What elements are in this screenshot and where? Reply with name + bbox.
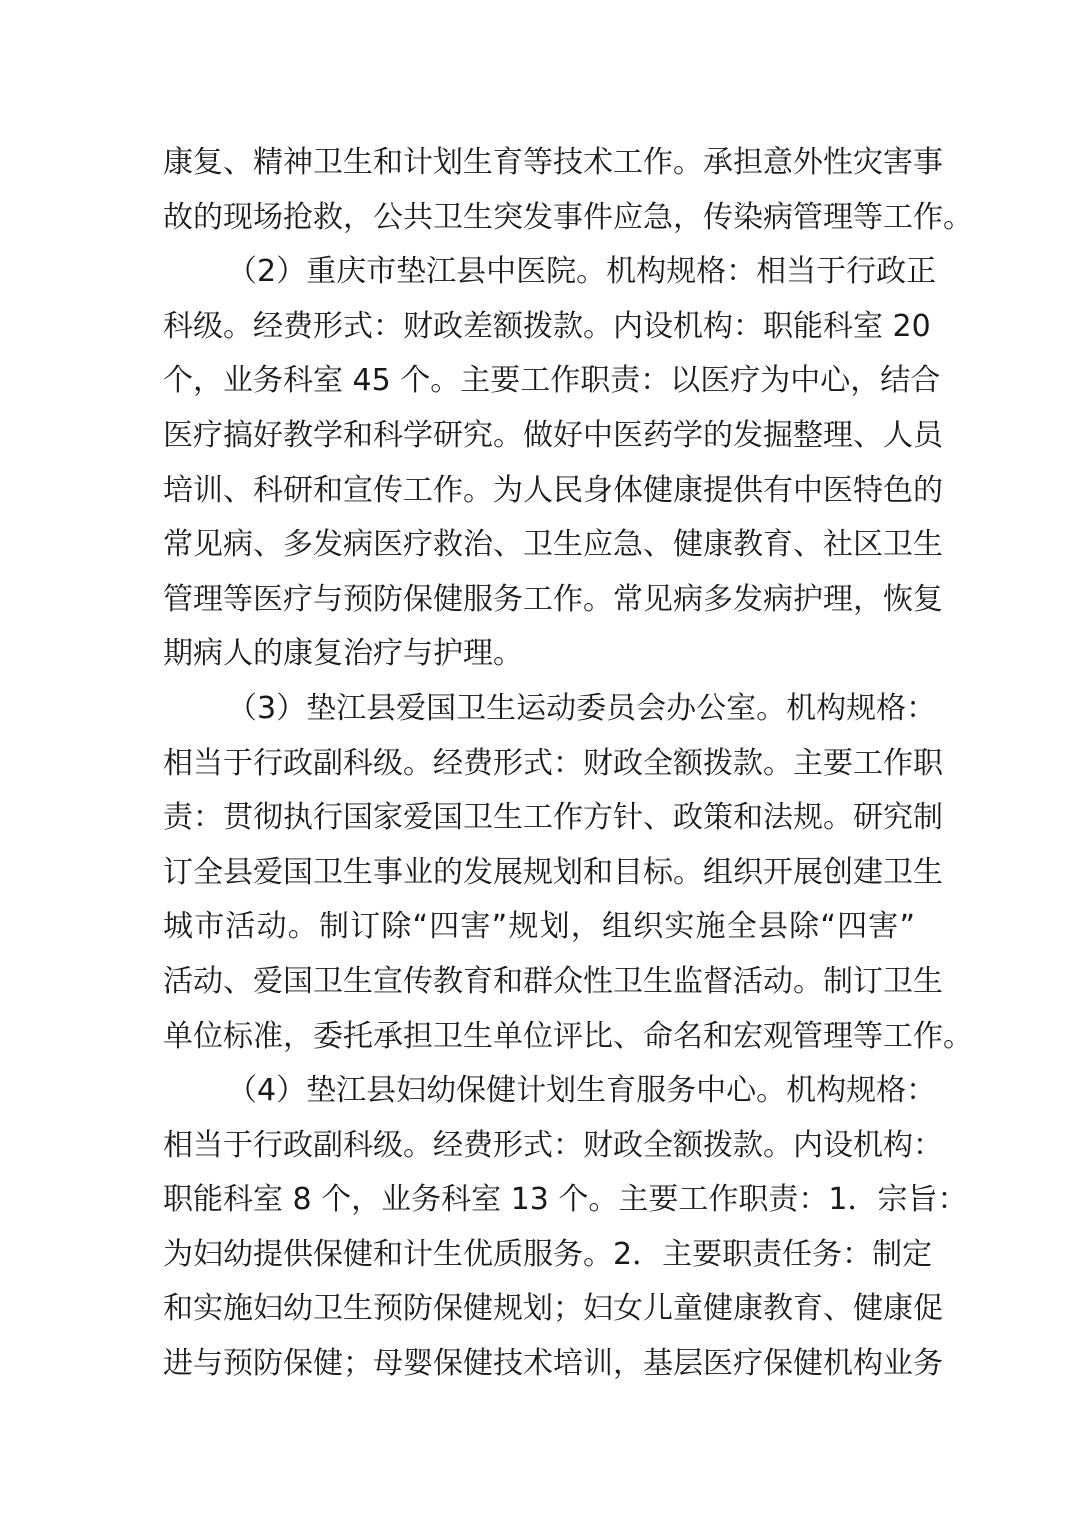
text-line: 单位标准，委托承担卫生单位评比、命名和宏观管理等工作。 <box>163 1018 973 1054</box>
document-body <box>163 136 973 1392</box>
text-line: 相当于行政副科级。经费形式：财政全额拨款。内设机构： <box>163 1127 943 1163</box>
text-line: 城市活动。制订除“四害”规划，组织实施全县除“四害” <box>163 909 915 945</box>
text-line: 故的现场抢救，公共卫生突发事件应急，传染病管理等工作。 <box>163 199 973 235</box>
paragraph-first-line: （2）重庆市垫江县中医院。机构规格：相当于行政正 <box>227 254 937 290</box>
text-line: 医疗搞好教学和科学研究。做好中医药学的发掘整理、人员 <box>163 417 943 453</box>
text-line: 康复、精神卫生和计划生育等技术工作。承担意外性灾害事 <box>163 145 943 180</box>
text-line: 活动、爱国卫生宣传教育和群众性卫生监督活动。制订卫生 <box>163 963 943 999</box>
text-line: 科级。经费形式：财政差额拨款。内设机构：职能科室 20 <box>163 308 931 344</box>
text-line: 订全县爱国卫生事业的发展规划和目标。组织开展创建卫生 <box>163 854 943 890</box>
text-line: 期病人的康复治疗与护理。 <box>163 636 523 672</box>
paragraph-first-line: （3）垫江县爱国卫生运动委员会办公室。机构规格： <box>227 690 937 726</box>
paragraph-first-line: （4）垫江县妇幼保健计划生育服务中心。机构规格： <box>227 1073 937 1109</box>
text-line: 为妇幼提供保健和计生优质服务。2．主要职责任务：制定 <box>163 1236 933 1272</box>
text-line: 培训、科研和宣传工作。为人民身体健康提供有中医特色的 <box>163 472 943 508</box>
text-line: 责：贯彻执行国家爱国卫生工作方针、政策和法规。研究制 <box>163 800 943 836</box>
text-line: 管理等医疗与预防保健服务工作。常见病多发病护理，恢复 <box>163 581 943 617</box>
text-line: 个，业务科室 45 个。主要工作职责：以医疗为中心，结合 <box>163 363 941 399</box>
text-line: 常见病、多发病医疗救治、卫生应急、健康教育、社区卫生 <box>163 527 943 563</box>
text-line: 职能科室 8 个，业务科室 13 个。主要工作职责：1．宗旨： <box>163 1182 968 1218</box>
text-line: 和实施妇幼卫生预防保健规划；妇女儿童健康教育、健康促 <box>163 1291 943 1327</box>
text-line: 进与预防保健；母婴保健技术培训，基层医疗保健机构业务 <box>163 1346 943 1382</box>
text-line: 相当于行政副科级。经费形式：财政全额拨款。主要工作职 <box>163 745 943 781</box>
